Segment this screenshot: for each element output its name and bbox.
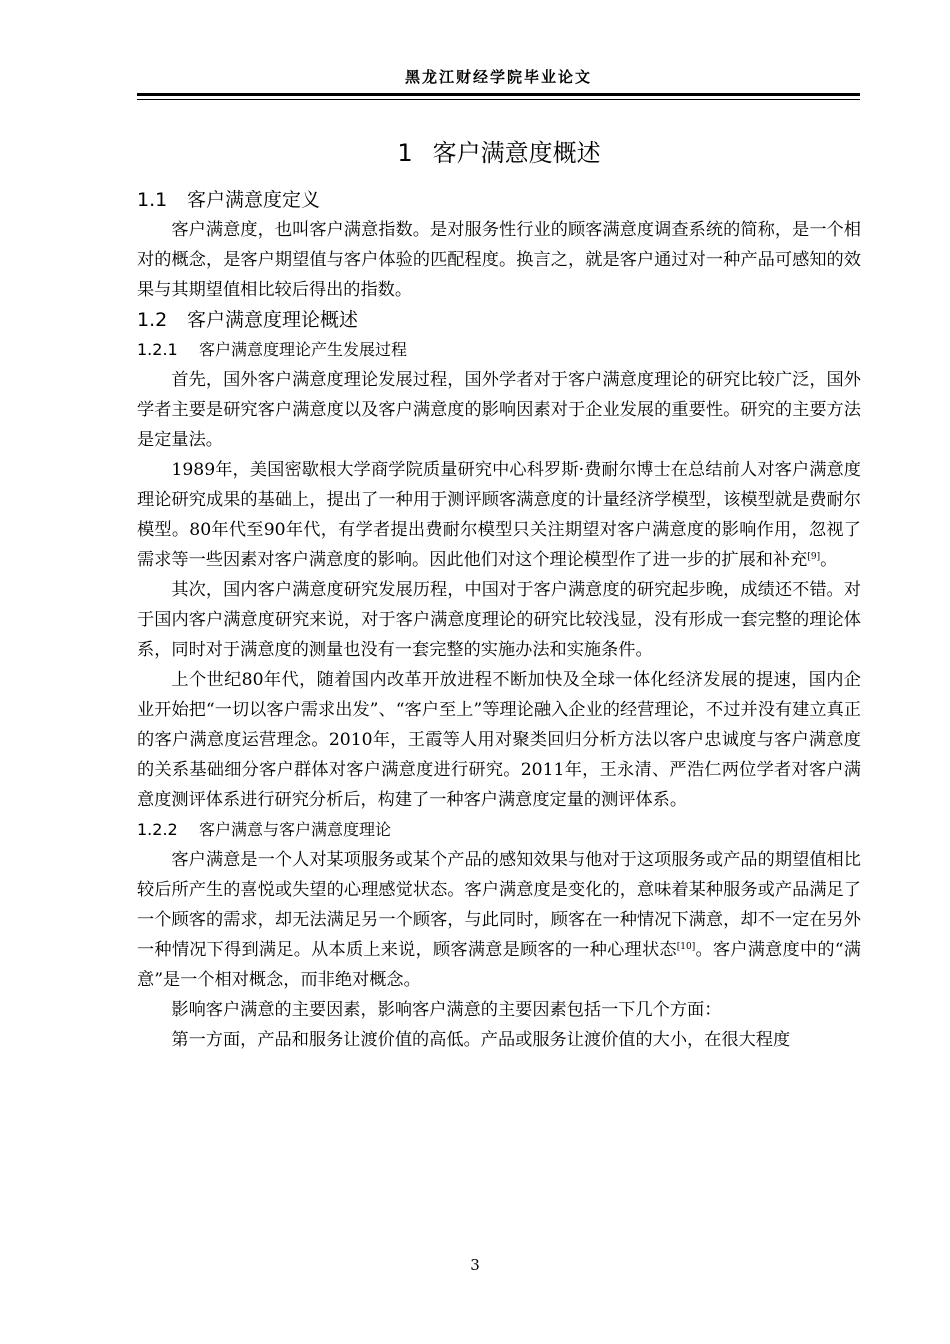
citation-ref: [9] — [807, 552, 821, 562]
section-title: 客户满意度理论概述 — [187, 309, 359, 331]
section-number: 1.2 — [137, 309, 168, 331]
chapter-title: 客户满意度概述 — [432, 139, 601, 167]
subsection-number: 1.2.2 — [137, 820, 178, 839]
subsection-heading-1-2-2 — [137, 815, 861, 845]
citation-ref: [10] — [676, 942, 696, 952]
subsection-title: 客户满意与客户满意度理论 — [199, 820, 392, 839]
paragraph: 影响客户满意的主要因素，影响客户满意的主要因素包括一下几个方面： — [171, 1000, 722, 1020]
section-heading-1-1 — [137, 185, 861, 215]
paragraph-with-citation — [137, 455, 861, 575]
section-title: 客户满意度定义 — [187, 189, 321, 211]
header-rule-thick — [137, 93, 860, 96]
header-rule-thin — [137, 99, 860, 100]
subsection-heading-1-2-1 — [137, 335, 861, 365]
page-body — [137, 133, 861, 1055]
paragraph: 其次，国内客户满意度研究发展历程，中国对于客户满意度的研究起步晚，成绩还不错。对于国内客户满意度研究来说，对于客户满意度理论的研究比较浅显，没有形成一套完整的理论体系，同时对于满意度的测量也没有一套完整的实施办法和实施条件。 — [137, 580, 861, 660]
chapter-heading — [137, 133, 861, 177]
paragraph-with-citation — [137, 845, 861, 995]
paragraph: 客户满意度，也叫客户满意指数。是对服务性行业的顾客满意度调查系统的简称，是一个相对的概念，是客户期望值与客户体验的匹配程度。换言之，就是客户通过对一种产品可感知的效果与其期望值相比较后得出的指数。 — [137, 220, 861, 300]
section-number: 1.1 — [137, 189, 168, 211]
running-header: 黑龙江财经学院毕业论文 — [404, 68, 592, 86]
paragraph-text: 1989年，美国密歇根大学商学院质量研究中心科罗斯·费耐尔博士在总结前人对客户满意度理论研究成果的基础上，提出了一种用于测评顾客满意度的计量经济学模型，该模型就是费耐尔模型。80年代至90年代，有学者提出费耐尔模型只关注期望对客户满意度的影响作用，忽视了需求等一些因素对客户满意度的影响。因此他们对这个理论模型作了进一步的扩展和补充 — [137, 460, 861, 570]
paragraph: 第一方面，产品和服务让渡价值的高低。产品或服务让渡价值的大小，在很大程度 — [171, 1030, 791, 1050]
paragraph: 首先，国外客户满意度理论发展过程，国外学者对于客户满意度理论的研究比较广泛，国外学者主要是研究客户满意度以及客户满意度的影响因素对于企业发展的重要性。研究的主要方法是定量法。 — [137, 370, 861, 450]
paragraph-text: 客户满意是一个人对某项服务或某个产品的感知效果与他对于这项服务或产品的期望值相比较后所产生的喜悦或失望的心理感觉状态。客户满意度是变化的，意味着某种服务或产品满足了一个顾客的需求，却无法满足另一个顾客，与此同时，顾客在一种情况下满意，却不一定在另外一种情况下得到满足。从本质上来说，顾客满意是顾客的一种心理状态 — [137, 850, 861, 960]
page-number: 3 — [470, 1256, 480, 1274]
subsection-number: 1.2.1 — [137, 340, 178, 359]
paragraph-end: 。 — [820, 550, 838, 570]
subsection-title: 客户满意度理论产生发展过程 — [199, 340, 408, 359]
chapter-number: 1 — [397, 139, 413, 167]
paragraph: 上个世纪80年代，随着国内改革开放进程不断加快及全球一体化经济发展的提速，国内企业开始把“一切以客户需求出发”、“客户至上”等理论融入企业的经营理论，不过并没有建立真正的客户满意度运营理念。2010年，王霞等人用对聚类回归分析方法以客户忠诚度与客户满意度的关系基础细分客户群体对客户满意度进行研究。2011年，王永清、严浩仁两位学者对客户满意度测评体系进行研究分析后，构建了一种客户满意度定量的测评体系。 — [137, 670, 861, 810]
section-heading-1-2 — [137, 305, 861, 335]
paragraph-end: 。客户满意度中的“满意”是一个相对概念，而非绝对概念。 — [137, 940, 861, 990]
